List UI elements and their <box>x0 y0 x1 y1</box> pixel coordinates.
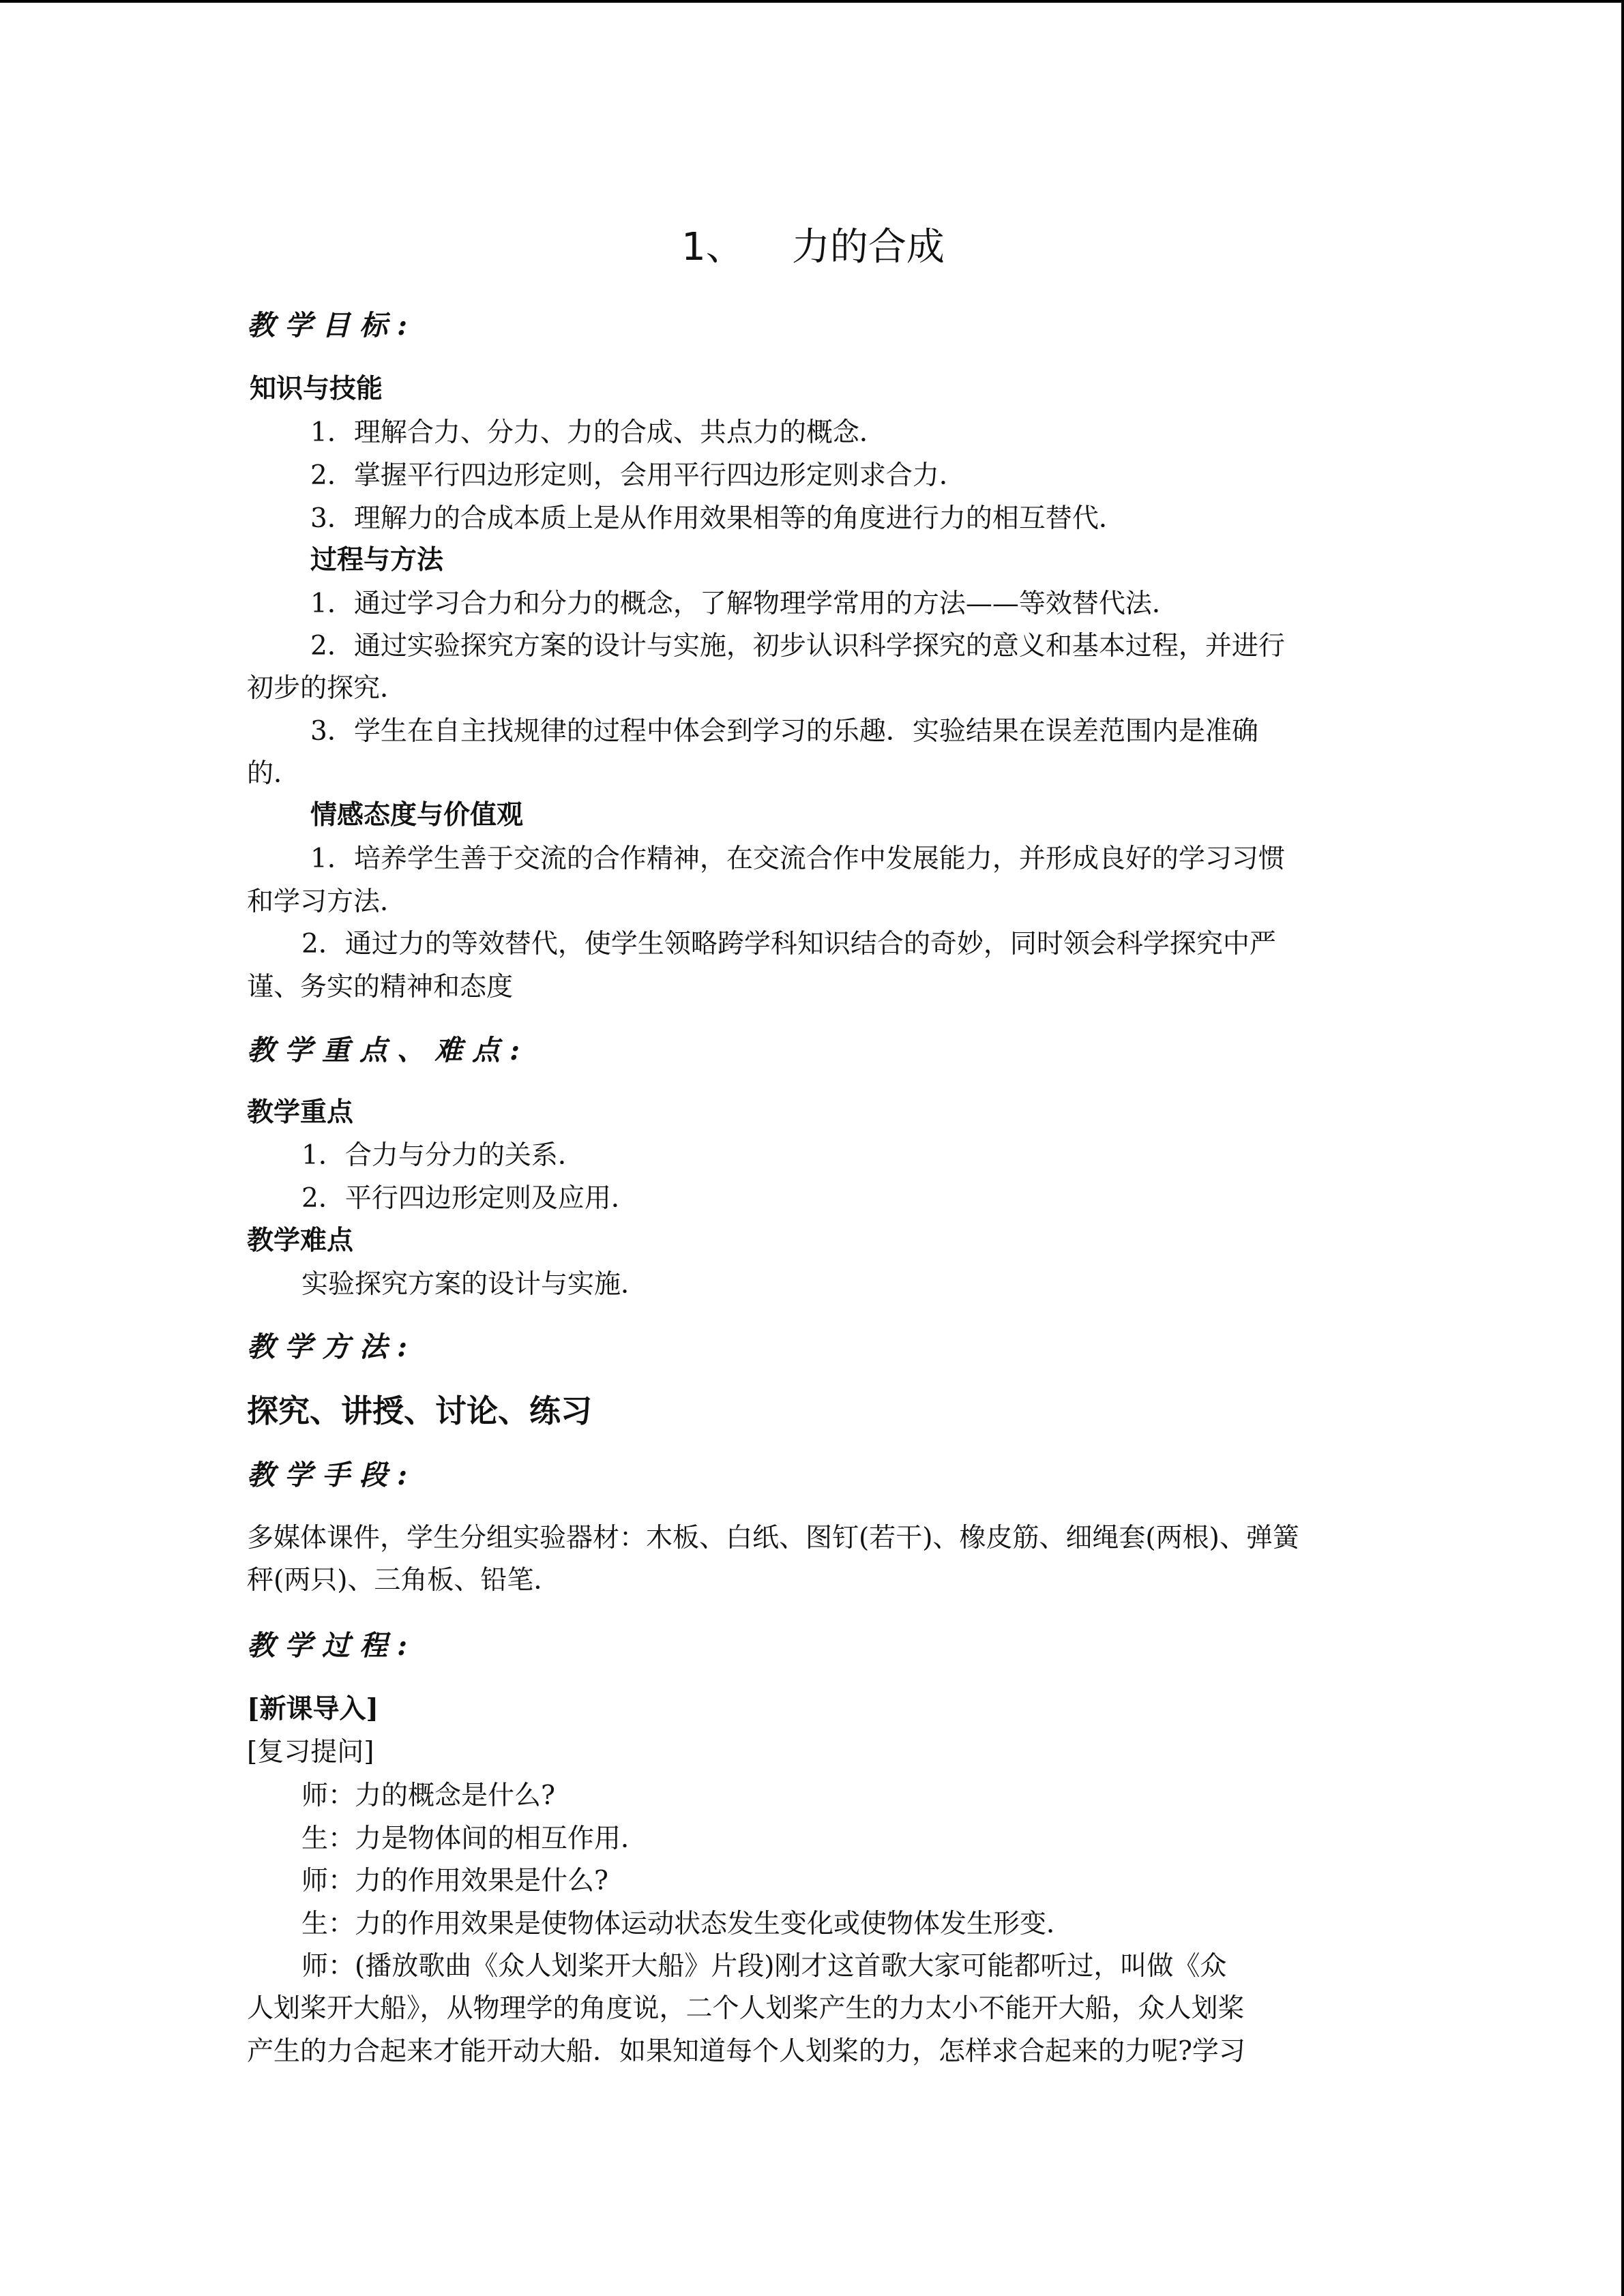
key-points-heading: 教学重点、难点: <box>247 1034 530 1067</box>
attitude-item-2-line-2: 谨、务实的精神和态度 <box>247 972 514 1002</box>
page-title <box>247 217 1379 271</box>
intro-label: [新课导入] <box>247 1693 379 1725</box>
dialogue-line-2: 生：力是物体间的相互作用． <box>301 1823 648 1854</box>
review-label: [复习提问] <box>247 1737 374 1768</box>
knowledge-heading: 知识与技能 <box>250 373 383 404</box>
focus-heading: 教学重点 <box>247 1097 354 1128</box>
process-item-3-line-2: 的． <box>247 758 301 789</box>
difficulty-text: 实验探究方案的设计与实施． <box>301 1269 648 1300</box>
objectives-heading: 教学目标: <box>247 309 417 342</box>
attitude-item-1-line-2: 和学习方法． <box>247 886 407 917</box>
focus-item-1: 1．合力与分力的关系． <box>301 1140 585 1171</box>
process-item-2-line-2: 初步的探究． <box>247 673 407 704</box>
methods-heading: 教学方法: <box>247 1330 417 1363</box>
attitude-item-2-line-1: 2．通过力的等效替代，使学生领略跨学科知识结合的奇妙，同时领会科学探究中严 <box>301 929 1276 959</box>
process-item-1: 1．通过学习合力和分力的概念，了解物理学常用的方法——等效替代法． <box>310 588 1179 619</box>
process-item-2-line-1: 2．通过实验探究方案的设计与实施，初步认识科学探究的意义和基本过程，并进行 <box>310 631 1285 661</box>
means-line-1: 多媒体课件，学生分组实验器材：木板、白纸、图钉(若干)、橡皮筋、细绳套(两根)、弹簧 <box>247 1523 1299 1553</box>
process-section-heading: 教学过程: <box>247 1629 417 1662</box>
dialogue-line-1: 师：力的概念是什么? <box>301 1780 555 1811</box>
process-heading: 过程与方法 <box>310 544 444 576</box>
title-number: 1、 <box>681 225 744 269</box>
attitude-heading: 情感态度与价值观 <box>310 799 524 831</box>
knowledge-item-2: 2．掌握平行四边形定则，会用平行四边形定则求合力． <box>310 460 966 491</box>
paragraph-line-2: 人划桨开大船》，从物理学的角度说，二个人划桨产生的力太小不能开大船，众人划桨 <box>247 1993 1245 2024</box>
paragraph-line-1: 师：(播放歌曲《众人划桨开大船》片段)刚才这首歌大家可能都听过，叫做《众 <box>301 1951 1227 1982</box>
means-heading: 教学手段: <box>247 1459 417 1491</box>
knowledge-item-3: 3．理解力的合成本质上是从作用效果相等的角度进行力的相互替代． <box>310 503 1125 534</box>
process-item-3-line-1: 3．学生在自主找规律的过程中体会到学习的乐趣．实验结果在误差范围内是准确 <box>310 716 1258 747</box>
dialogue-line-3: 师：力的作用效果是什么? <box>301 1866 608 1896</box>
knowledge-item-1: 1．理解合力、分力、力的合成、共点力的概念． <box>310 417 886 448</box>
dialogue-line-4: 生：力的作用效果是使物体运动状态发生变化或使物体发生形变． <box>301 1909 1074 1939</box>
paragraph-line-3: 产生的力合起来才能开动大船．如果知道每个人划桨的力，怎样求合起来的力呢?学习 <box>247 2036 1245 2067</box>
means-line-2: 秤(两只)、三角板、铅笔． <box>247 1565 561 1596</box>
methods-text: 探究、讲授、讨论、练习 <box>247 1392 592 1429</box>
attitude-item-1-line-1: 1．培养学生善于交流的合作精神，在交流合作中发展能力，并形成良好的学习习惯 <box>310 844 1285 874</box>
focus-item-2: 2．平行四边形定则及应用． <box>301 1183 638 1214</box>
difficulty-heading: 教学难点 <box>247 1225 354 1256</box>
title-text: 力的合成 <box>791 225 945 269</box>
